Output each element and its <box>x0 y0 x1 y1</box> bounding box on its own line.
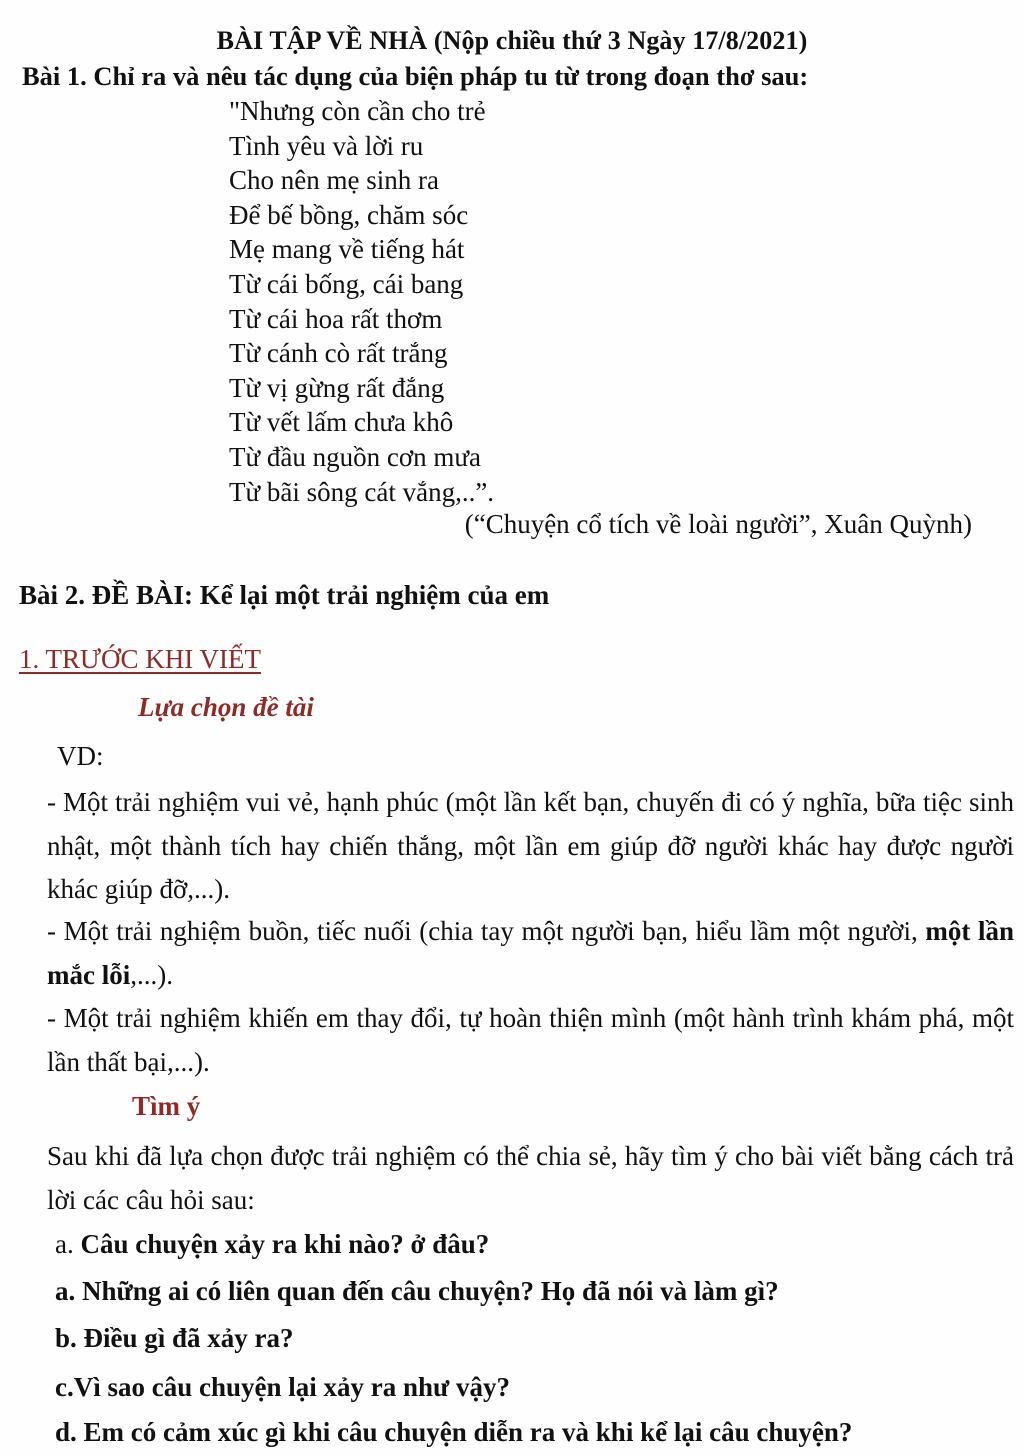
poem-line: Để bế bồng, chăm sóc <box>229 199 469 230</box>
poem-source: (“Chuyện cổ tích về loài người”, Xuân Quỳnh) <box>464 509 972 539</box>
example-label: VD: <box>57 741 104 771</box>
question-text: Câu chuyện xảy ra khi nào? ở đâu? <box>80 1229 490 1259</box>
question-item <box>55 1416 852 1448</box>
question-prefix: a. <box>55 1229 81 1259</box>
subheading-topic: Lựa chọn đề tài <box>138 692 314 722</box>
question-prefix: c. <box>55 1372 74 1402</box>
example-text: - Một trải nghiệm buồn, tiếc nuối (chia tay một người bạn, hiểu lầm một người, <box>47 916 926 946</box>
example-bold-text: một lần mắc lỗi <box>47 916 1015 990</box>
question-item <box>55 1228 489 1260</box>
question-prefix: b. <box>55 1323 84 1353</box>
subheading-ideas: Tìm ý <box>132 1091 201 1121</box>
poem-line: Tình yêu và lời ru <box>229 130 424 161</box>
question-item <box>55 1371 510 1403</box>
poem-line: Từ cái bống, cái bang <box>229 268 464 299</box>
poem-line: Từ vết lấm chưa khô <box>229 407 454 438</box>
page-title: BÀI TẬP VỀ NHÀ (Nộp chiều thứ 3 Ngày 17/8/2021) <box>216 26 808 55</box>
example-item: - Một trải nghiệm khiến em thay đổi, tự hoàn thiện mình (một hành trình khám phá, một lần thất bại,...). <box>47 1003 1014 1077</box>
section-heading: 1. TRƯỚC KHI VIẾT <box>19 644 261 674</box>
question-item <box>55 1322 294 1354</box>
exercise-2-prompt: Bài 2. ĐỀ BÀI: Kể lại một trải nghiệm của em <box>19 580 550 610</box>
poem-line: Từ vị gừng rất đắng <box>229 372 445 403</box>
poem-line: Từ cái hoa rất thơm <box>229 303 443 334</box>
example-text-end: ,...). <box>130 959 173 990</box>
exercise-1-prompt: Bài 1. Chỉ ra và nêu tác dụng của biện pháp tu từ trong đoạn thơ sau: <box>22 61 809 91</box>
example-item: - Một trải nghiệm vui vẻ, hạnh phúc (một lần kết bạn, chuyến đi có ý nghĩa, bữa tiệc sinh nhật, một thành tích hay chiến thắng, một lần em giúp đỡ người khác hay được người khác giúp đỡ,...). <box>47 787 1014 904</box>
poem-line: Từ cánh cò rất trắng <box>229 338 448 369</box>
example-item <box>47 910 1014 997</box>
poem-line: Từ bãi sông cát vắng,..”. <box>229 476 495 507</box>
poem-line: Mẹ mang về tiếng hát <box>229 234 465 265</box>
poem-line: "Nhưng còn cần cho trẻ <box>229 96 486 126</box>
poem-line: Từ đầu nguồn cơn mưa <box>229 441 481 472</box>
question-item <box>55 1275 779 1307</box>
question-prefix: d. <box>55 1417 84 1447</box>
question-text: Điều gì đã xảy ra? <box>83 1323 294 1353</box>
question-prefix: a. <box>55 1276 82 1306</box>
poem <box>229 96 494 511</box>
question-text: Vì sao câu chuyện lại xảy ra như vậy? <box>73 1372 510 1402</box>
ideas-intro: Sau khi đã lựa chọn được trải nghiệm có thể chia sẻ, hãy tìm ý cho bài viết bằng cách trả lời các câu hỏi sau: <box>47 1141 1014 1215</box>
question-text: Em có cảm xúc gì khi câu chuyện diễn ra và khi kể lại câu chuyện? <box>83 1417 853 1447</box>
question-text: Những ai có liên quan đến câu chuyện? Họ đã nói và làm gì? <box>82 1276 779 1306</box>
poem-line: Cho nên mẹ sinh ra <box>229 165 439 196</box>
